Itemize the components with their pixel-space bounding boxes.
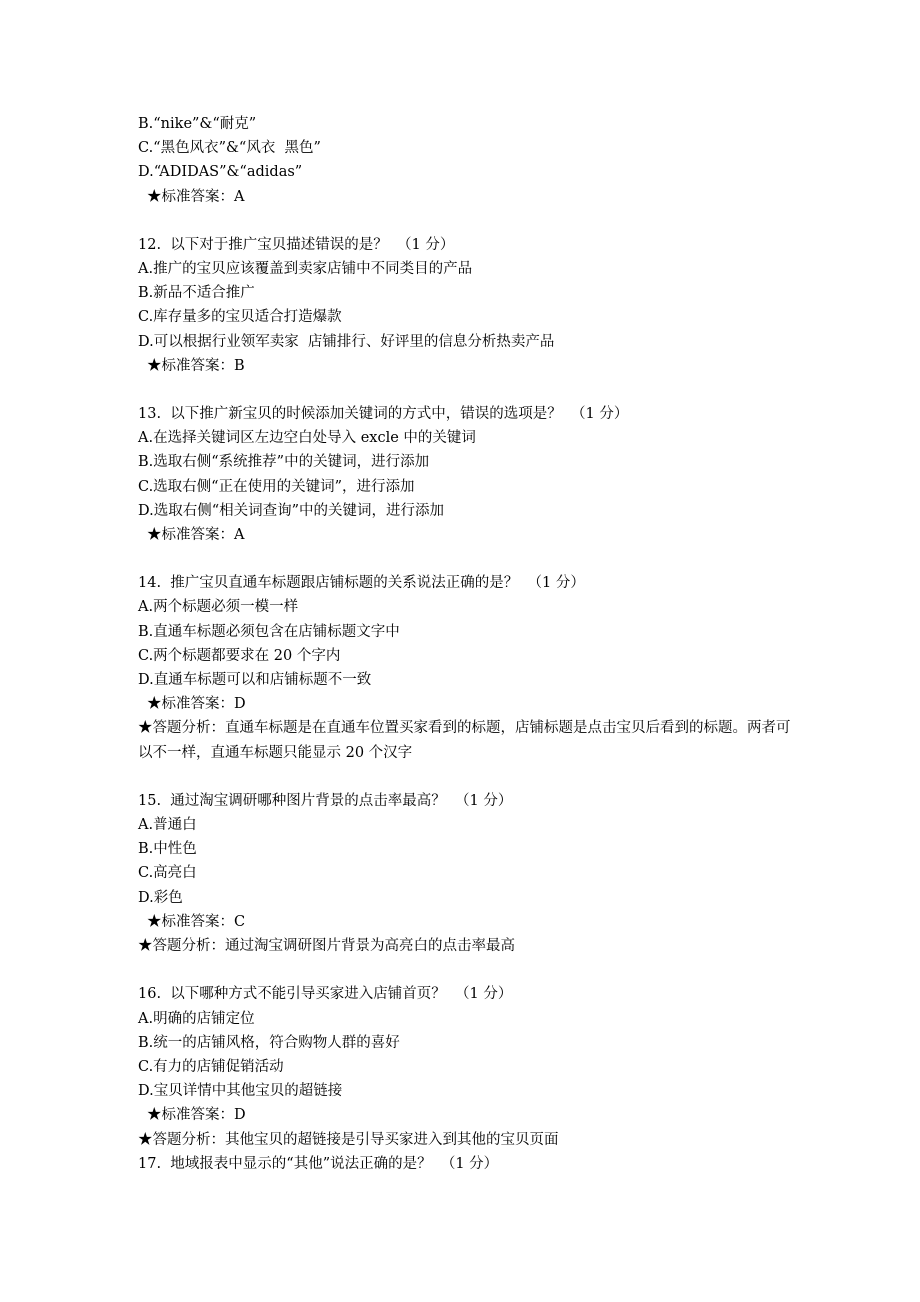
answer-analysis: ★答题分析：直通车标题是在直通车位置买家看到的标题，店铺标题是点击宝贝后看到的标题。两者可以不一样，直通车标题只能显示 20 个汉字	[138, 720, 791, 761]
option-b: B.新品不适合推广	[138, 285, 255, 302]
standard-answer: ★标准答案：A	[147, 527, 245, 544]
question-title: 13. 以下推广新宝贝的时候添加关键词的方式中，错误的选项是？ （1 分）	[138, 406, 629, 423]
standard-answer: ★标准答案：D	[147, 696, 246, 713]
option-d: D.宝贝详情中其他宝贝的超链接	[138, 1083, 343, 1100]
question-12	[138, 233, 798, 378]
option-a: A.明确的店铺定位	[138, 1010, 255, 1027]
spacer	[138, 378, 798, 402]
spacer	[138, 765, 798, 789]
option-a: A.两个标题必须一模一样	[138, 599, 299, 616]
option-a: A.在选择关键词区左边空白处导入 excle 中的关键词	[138, 430, 476, 447]
question-title: 14. 推广宝贝直通车标题跟店铺标题的关系说法正确的是？ （1 分）	[138, 575, 585, 592]
option-c: C.库存量多的宝贝适合打造爆款	[138, 309, 342, 326]
document-page	[138, 112, 798, 1176]
question-14	[138, 571, 798, 765]
option-b: B.“nike”&“耐克”	[138, 116, 257, 132]
option-b: B.直通车标题必须包含在店铺标题文字中	[138, 623, 400, 640]
option-c: C.两个标题都要求在 20 个字内	[138, 647, 341, 664]
question-16	[138, 982, 798, 1151]
option-c: C.“黑色风衣”&“风衣 黑色”	[138, 140, 321, 157]
question-title: 15. 通过淘宝调研哪种图片背景的点击率最高？ （1 分）	[138, 792, 513, 809]
option-c: C.高亮白	[138, 865, 197, 882]
question-title: 12. 以下对于推广宝贝描述错误的是？ （1 分）	[138, 236, 455, 253]
option-a: A.推广的宝贝应该覆盖到卖家店铺中不同类目的产品	[138, 261, 473, 278]
option-d: D.选取右侧“相关词查询”中的关键词，进行添加	[138, 502, 445, 519]
option-a: A.普通白	[138, 817, 197, 834]
answer-analysis: ★答题分析：通过淘宝调研图片背景为高亮白的点击率最高	[138, 938, 515, 955]
option-b: B.选取右侧“系统推荐”中的关键词，进行添加	[138, 454, 430, 471]
question-11-tail	[138, 112, 798, 209]
question-17	[138, 1152, 798, 1176]
option-c: C.有力的店铺促销活动	[138, 1058, 284, 1075]
spacer	[138, 547, 798, 571]
option-d: D.“ADIDAS”&“adidas”	[138, 164, 303, 181]
question-title: 17. 地域报表中显示的“其他”说法正确的是？ （1 分）	[138, 1155, 499, 1172]
question-title: 16. 以下哪种方式不能引导买家进入店铺首页？ （1 分）	[138, 986, 513, 1003]
spacer	[138, 209, 798, 233]
option-b: B.中性色	[138, 841, 197, 858]
option-c: C.选取右侧“正在使用的关键词”，进行添加	[138, 478, 415, 495]
question-13	[138, 402, 798, 547]
standard-answer: ★标准答案：D	[147, 1107, 246, 1124]
question-15	[138, 789, 798, 958]
spacer	[138, 958, 798, 982]
standard-answer: ★标准答案：B	[147, 357, 245, 374]
answer-analysis: ★答题分析：其他宝贝的超链接是引导买家进入到其他的宝贝页面	[138, 1131, 559, 1148]
option-d: D.可以根据行业领军卖家 店铺排行、好评里的信息分析热卖产品	[138, 333, 555, 350]
option-d: D.直通车标题可以和店铺标题不一致	[138, 672, 372, 689]
standard-answer: ★标准答案：A	[147, 188, 245, 205]
option-b: B.统一的店铺风格，符合购物人群的喜好	[138, 1034, 400, 1051]
standard-answer: ★标准答案：C	[147, 913, 246, 930]
option-d: D.彩色	[138, 889, 183, 906]
